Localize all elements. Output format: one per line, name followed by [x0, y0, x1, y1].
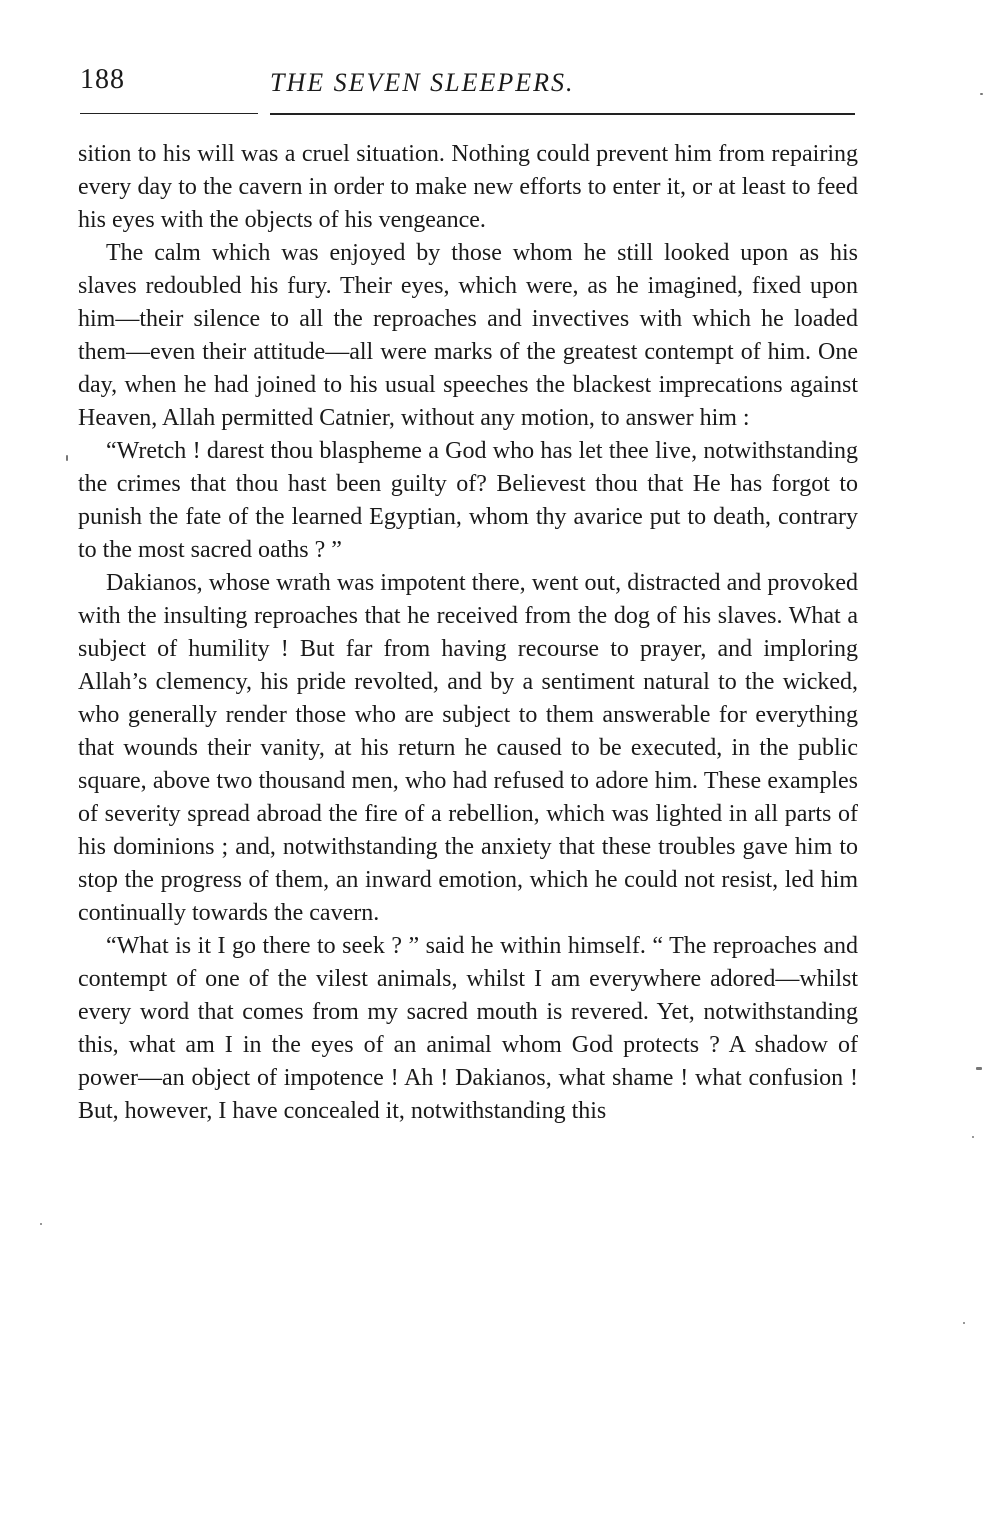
- body-text: [78, 138, 858, 1128]
- paragraph: The calm which was enjoyed by those whom he still looked upon as his slaves redoubled his fury. Their eyes, which were, as he imagined, fixed upon him—their silence to all the reproaches and invectives with which he loaded them—even their attitude—all were marks of the greatest contempt of him. One day, when he had joined to his usual speeches the blackest imprecations against Heaven, Allah permitted Catnier, without any motion, to answer him :: [78, 240, 858, 431]
- paragraph-continued: sition to his will was a cruel situation. Nothing could prevent him from repairing every day to the cavern in order to make new efforts to enter it, or at least to feed his eyes with the objects of his vengeance.: [78, 141, 858, 233]
- scan-speck: [40, 1223, 42, 1225]
- scan-speck: [66, 455, 68, 461]
- paragraph: Dakianos, whose wrath was impotent there, went out, distracted and provoked with the insulting reproaches that he received from the dog of his slaves. What a subject of humility ! But far from having recourse to prayer, and imploring Allah’s clemency, his pride revolted, and by a sentiment natural to the wicked, who generally render those who are subject to them answerable for everything that wounds their vanity, at his return he caused to be executed, in the public square, above two thousand men, who had refused to adore him. These examples of severity spread abroad the fire of a rebellion, which was lighted in all parts of his dominions ; and, notwithstanding the anxiety that these troubles gave him to stop the progress of them, an inward emotion, which he could not resist, led him continually towards the cavern.: [78, 570, 858, 926]
- header-rule-left: [80, 113, 258, 114]
- scan-speck: [976, 1067, 982, 1070]
- paragraph-quote: “Wretch ! darest thou blaspheme a God who has let thee live, notwithstanding the crimes that thou hast been guilty of? Believest thou that He has forgot to punish the fate of the learned Egyptian, whom thy avarice put to death, contrary to the most sacred oaths ? ”: [78, 438, 858, 563]
- scan-speck: [972, 1136, 974, 1138]
- page-number: 188: [80, 64, 125, 95]
- header-rule-right: [270, 113, 855, 115]
- running-title: THE SEVEN SLEEPERS.: [270, 68, 575, 97]
- scan-speck: [980, 93, 983, 95]
- paragraph: “What is it I go there to seek ? ” said he within himself. “ The reproaches and contempt of one of the vilest animals, whilst I am everywhere adored—whilst every word that comes from my sacred mouth is revered. Yet, notwithstanding this, what am I in the eyes of an animal whom God protects ? A shadow of power—an object of impotence ! Ah ! Dakianos, what shame ! what confusion ! But, however, I have concealed it, notwithstanding this: [78, 933, 858, 1124]
- scan-speck: [963, 1322, 965, 1324]
